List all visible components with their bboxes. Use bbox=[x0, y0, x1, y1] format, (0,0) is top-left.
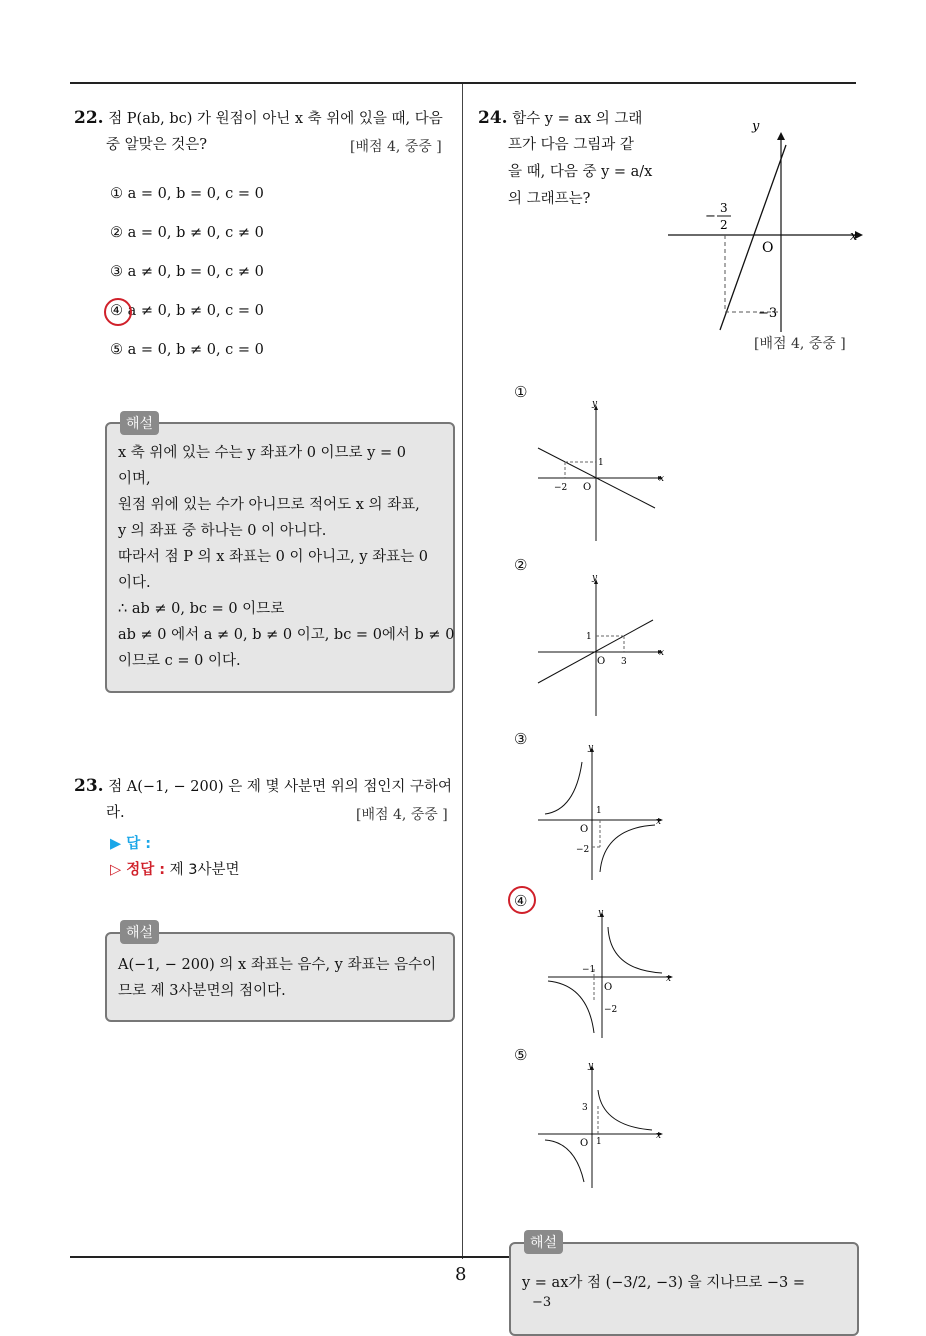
q22-exp-line: 따라서 점 P 의 x 좌표는 0 이 아니고, y 좌표는 0 bbox=[118, 549, 428, 565]
q24-line3: 을 때, 다음 중 y = a/x bbox=[508, 164, 653, 180]
g1-origin: O bbox=[583, 482, 592, 493]
q23-correct-answer: ▷ 정답 : 제 3사분면 bbox=[110, 862, 240, 878]
g1-y: y bbox=[592, 399, 598, 409]
q23-explanation-tag: 해설 bbox=[120, 920, 159, 944]
q23-number: 23. bbox=[74, 776, 104, 796]
q23-answer-label: ▶ 답 : bbox=[110, 836, 152, 852]
q22-option-3[interactable]: ③ a ≠ 0, b = 0, c ≠ 0 bbox=[110, 264, 264, 280]
main-graph-x-label: x bbox=[850, 229, 858, 244]
g5-tick-a: 3 bbox=[582, 1103, 588, 1113]
q22-option-1[interactable]: ① a = 0, b = 0, c = 0 bbox=[110, 186, 264, 202]
g4-tick-a: −1 bbox=[582, 965, 596, 975]
option-1-graph bbox=[530, 398, 670, 543]
main-graph-x-den: 2 bbox=[720, 218, 728, 232]
q22-exp-line: ∴ ab ≠ 0, bc = 0 이므로 bbox=[118, 601, 285, 617]
q23-exp-line: 므로 제 3사분면의 점이다. bbox=[118, 983, 286, 999]
q22-option-5[interactable]: ⑤ a = 0, b ≠ 0, c = 0 bbox=[110, 342, 264, 358]
g3-tick-b: −2 bbox=[576, 845, 590, 855]
g3-y: y bbox=[588, 743, 594, 753]
column-divider bbox=[462, 84, 463, 1259]
option-5-graph bbox=[530, 1060, 670, 1190]
q24-main-graph bbox=[660, 110, 870, 340]
g2-y: y bbox=[592, 573, 598, 583]
q22-explanation-tag: 해설 bbox=[120, 411, 159, 435]
q22-exp-line: 이며, bbox=[118, 471, 151, 487]
q22-exp-line: y 의 좌표 중 하나는 0 이 아니다. bbox=[118, 523, 327, 539]
q24-exp-fraction-num: −3 bbox=[532, 1295, 552, 1310]
q22-exp-line: 원점 위에 있는 수가 아니므로 적어도 x 의 좌표, bbox=[118, 497, 420, 513]
q22-exp-line: 이므로 c = 0 이다. bbox=[118, 653, 241, 669]
q22-exp-line: x 축 위에 있는 수는 y 좌표가 0 이므로 y = 0 bbox=[118, 445, 406, 461]
q24-option-4[interactable]: ④ bbox=[514, 892, 528, 910]
page-number: 8 bbox=[455, 1264, 467, 1285]
g5-origin: O bbox=[580, 1138, 589, 1149]
g1-x: x bbox=[659, 474, 665, 484]
q24-option-5[interactable]: ⑤ bbox=[514, 1046, 528, 1064]
q22-exp-line: 이다. bbox=[118, 575, 151, 591]
answer-mark-circle bbox=[104, 298, 132, 326]
q22-line2: 중 알맞은 것은? bbox=[106, 137, 208, 153]
q24-score: [배점 4, 중중 ] bbox=[754, 336, 846, 352]
q24-explanation-tag: 해설 bbox=[524, 1230, 563, 1254]
q22-line1: 22. 점 P(ab, bc) 가 원점이 아닌 x 축 위에 있을 때, 다음 bbox=[74, 108, 443, 128]
q22-score: [배점 4, 중중 ] bbox=[350, 139, 442, 155]
top-rule bbox=[70, 82, 856, 84]
q22-number: 22. bbox=[74, 108, 104, 128]
g3-tick-a: 1 bbox=[596, 806, 602, 816]
g3-x: x bbox=[656, 817, 662, 827]
main-graph-y-mark: −3 bbox=[758, 306, 778, 321]
q23-line1: 23. 점 A(−1, − 200) 은 제 몇 사분면 위의 점인지 구하여 bbox=[74, 776, 452, 796]
main-graph-x-num: 3 bbox=[720, 201, 728, 215]
g1-tick-b: 1 bbox=[598, 458, 604, 468]
q24-option-2[interactable]: ② bbox=[514, 556, 528, 574]
answer-mark-circle bbox=[508, 886, 536, 914]
g5-x: x bbox=[656, 1131, 662, 1141]
g5-y: y bbox=[588, 1061, 594, 1071]
g3-origin: O bbox=[580, 824, 589, 835]
g2-tick-a: 1 bbox=[586, 632, 592, 642]
q24-line1: 24. 함수 y = ax 의 그래 bbox=[478, 108, 643, 128]
q23-exp-line: A(−1, − 200) 의 x 좌표는 음수, y 좌표는 음수이 bbox=[118, 957, 437, 973]
g1-tick-a: −2 bbox=[554, 483, 568, 493]
g2-origin: O bbox=[597, 656, 606, 667]
g4-y: y bbox=[598, 908, 604, 918]
option-3-graph bbox=[530, 742, 670, 882]
main-graph-y-label: y bbox=[752, 119, 760, 134]
q22-option-2[interactable]: ② a = 0, b ≠ 0, c ≠ 0 bbox=[110, 225, 264, 241]
option-4-graph bbox=[540, 905, 680, 1040]
main-graph-origin: O bbox=[762, 240, 774, 256]
g2-x: x bbox=[659, 648, 665, 658]
g4-origin: O bbox=[604, 982, 613, 993]
q23-score: [배점 4, 중중 ] bbox=[356, 807, 448, 823]
q24-option-3[interactable]: ③ bbox=[514, 730, 528, 748]
main-graph-x-sign: − bbox=[705, 209, 716, 224]
q22-option-4[interactable]: ④ a ≠ 0, b ≠ 0, c = 0 bbox=[110, 303, 264, 319]
q24-line4: 의 그래프는? bbox=[508, 191, 591, 207]
q24-option-1[interactable]: ① bbox=[514, 383, 528, 401]
option-2-graph bbox=[530, 570, 670, 718]
q24-exp-line: y = ax가 점 (−3/2, −3) 을 지나므로 −3 = bbox=[522, 1275, 806, 1291]
q24-number: 24. bbox=[478, 108, 508, 128]
g4-x: x bbox=[666, 974, 672, 984]
g5-tick-b: 1 bbox=[596, 1137, 602, 1147]
g2-tick-b: 3 bbox=[621, 657, 627, 667]
q23-line2: 라. bbox=[106, 805, 125, 821]
q22-exp-line: ab ≠ 0 에서 a ≠ 0, b ≠ 0 이고, bc = 0에서 b ≠ 0 bbox=[118, 627, 455, 643]
g4-tick-b: −2 bbox=[604, 1005, 618, 1015]
q24-line2: 프가 다음 그림과 같 bbox=[508, 137, 634, 153]
